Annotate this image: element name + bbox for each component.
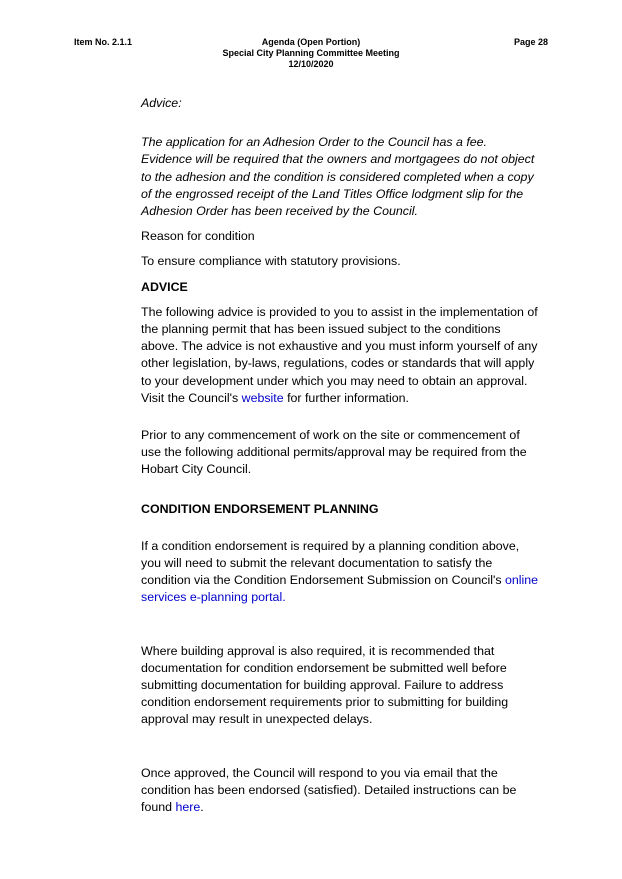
building-approval-paragraph: Where building approval is also required, it is recommended that documentation for condition endorsement be submitted well before submitting documentation for building approval. Failure to address condition endorsement requirements prior to submitting for building approval may result in unexpected delays.: [141, 643, 509, 727]
page-header: [0, 37, 622, 77]
website-link[interactable]: website: [241, 390, 284, 405]
reason-text: To ensure compliance with statutory provisions.: [141, 254, 401, 269]
page-number: Page 28: [513, 37, 548, 47]
condition-endorsement-heading: CONDITION ENDORSEMENT PLANNING: [141, 501, 379, 516]
advice-text: The application for an Adhesion Order to the Council has a fee. Evidence will be required that the owners and mortgagees do not object to the adhesion and the condition is considered completed when a copy of the engrossed receipt of the Land Titles Office lodgment slip for the Adhesion Order has been received by the Council.: [141, 135, 535, 219]
advice-paragraph: [141, 304, 541, 407]
endorsement-paragraph: [141, 538, 541, 607]
here-link[interactable]: here: [175, 800, 201, 815]
document-body: [141, 95, 541, 816]
item-number: Item No. 2.1.1: [74, 37, 133, 47]
advice-paragraph-end: for further information.: [283, 390, 409, 405]
meeting-date: 12/10/2020: [288, 59, 334, 69]
advice-heading: ADVICE: [141, 279, 188, 294]
endorsement-paragraph-text: If a condition endorsement is required by a planning condition above, you will need to submit the relevant documentation to satisfy the condition via the Condition Endorsement Submission on Council's: [141, 538, 520, 588]
prior-paragraph: Prior to any commencement of work on the site or commencement of use the following additional permits/approval may be required from the Hobart City Council.: [141, 428, 527, 477]
e-planning-portal-link[interactable]: online services e-planning portal.: [141, 573, 539, 605]
advice-paragraph-text: The following advice is provided to you to assist in the implementation of the planning permit that has been issued subject to the conditions above. The advice is not exhaustive and you must inform yourself of any other legislation, by-laws, regulations, codes or standards that will apply to your development under which you may need to obtain an approval. Visit the Council's: [141, 304, 538, 405]
reason-label: Reason for condition: [141, 229, 255, 244]
approved-paragraph: [141, 765, 541, 817]
approved-paragraph-text: Once approved, the Council will respond to you via email that the condition has been endorsed (satisfied). Detailed instructions can be found: [141, 765, 517, 815]
meeting-title: Special City Planning Committee Meeting: [222, 48, 400, 58]
approved-paragraph-end: .: [200, 800, 204, 815]
advice-label: Advice:: [141, 96, 182, 110]
agenda-title: Agenda (Open Portion): [261, 37, 361, 47]
